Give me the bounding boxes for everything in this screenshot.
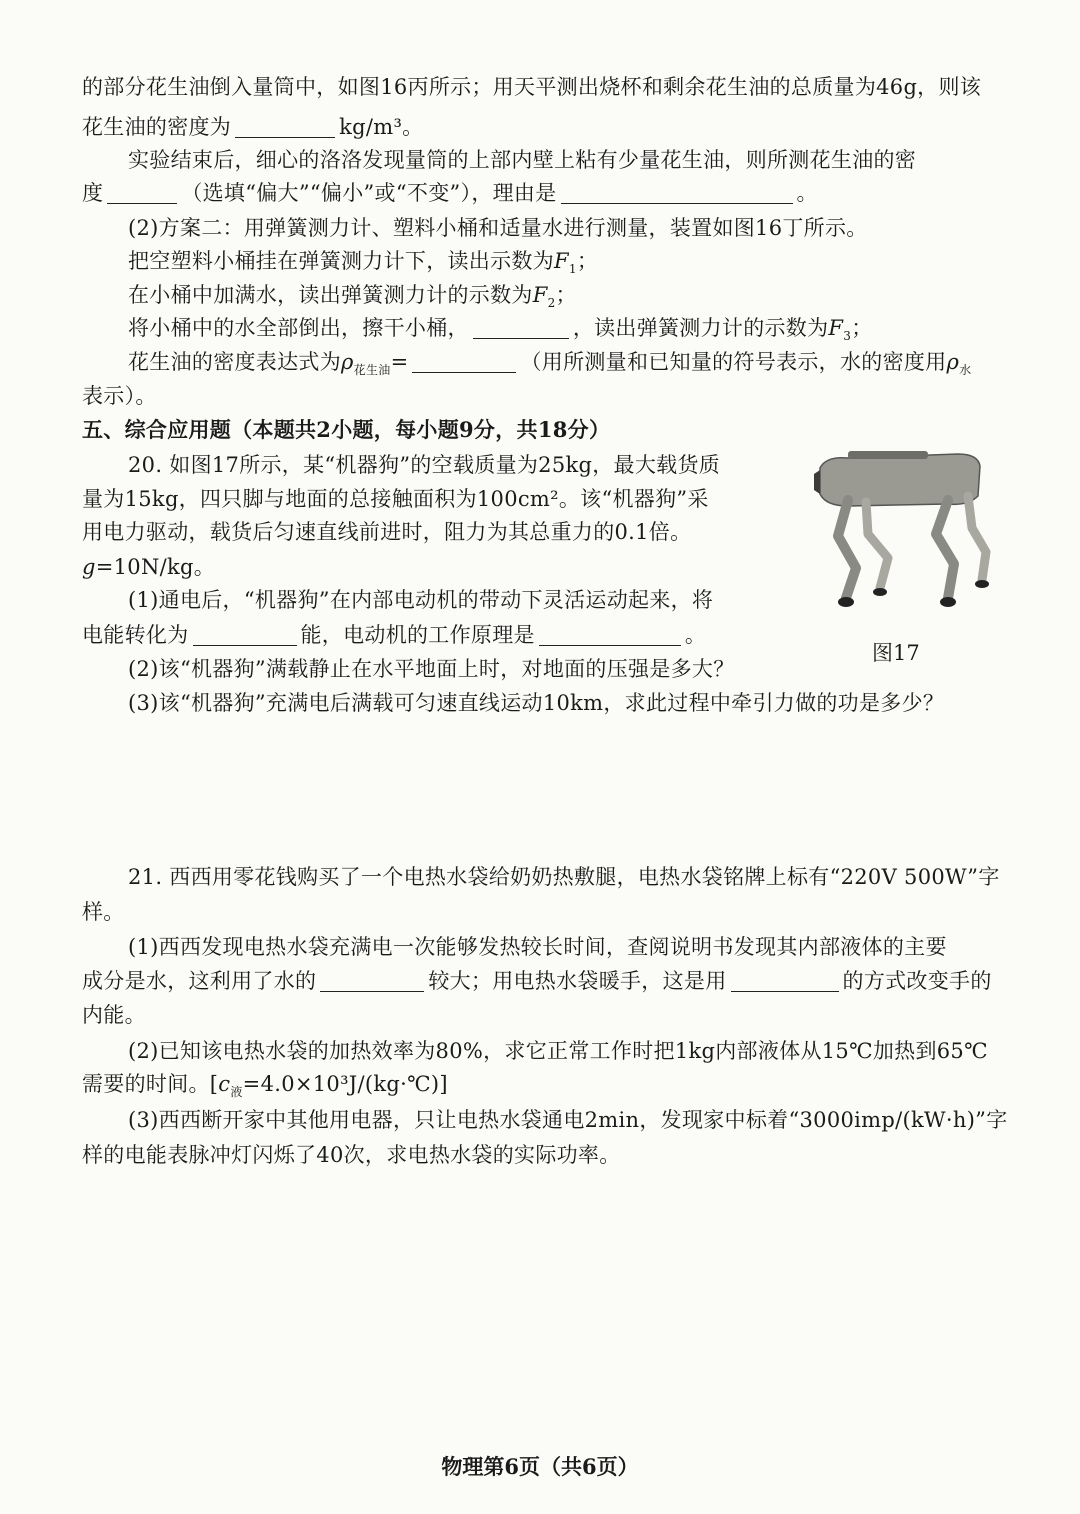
q19-line-5: (2)方案二：用弹簧测力计、塑料小桶和适量水进行测量，装置如图16丁所示。 [128,216,868,240]
q20-line-2: 量为15kg，四只脚与地面的总接触面积为100cm²。该“机器狗”采 [82,487,709,511]
q19-line-7: 在小桶中加满水，读出弹簧测力计的示数为$F_2$； [128,283,577,311]
q20-line-4: g=10N/kg。 [82,555,216,579]
q19-line-6: 把空塑料小桶挂在弹簧测力计下，读出示数为$F_1$； [128,249,599,277]
q19-line-1: 的部分花生油倒入量筒中，如图16丙所示；用天平测出烧杯和剩余花生油的总质量为46g，则该 [82,75,982,99]
robot-dog-figure [808,448,998,620]
q20-line-3: 用电力驱动，载货后匀速直线前进时，阻力为其总重力的0.1倍。 [82,520,692,544]
q19-line-9: 花生油的密度表达式为$\rho_{花生油}=$ （用所测量和已知量的符号表示，水的密度用$\rho_水$ [128,350,972,378]
bias-blank[interactable] [107,181,177,204]
q21-line-7: 需要的时间。$[c_液=4.0\times 10^3J/(kg\cdot℃)]$ [82,1072,448,1100]
q21-line-9: 样的电能表脉冲灯闪烁了40次，求电热水袋的实际功率。 [82,1143,621,1167]
method-blank[interactable] [731,969,839,992]
q20-line-5: (1)通电后，“机器狗”在内部电动机的带动下灵活运动起来，将 [128,588,714,612]
principle-blank[interactable] [539,623,681,646]
q21-line-8: (3)西西断开家中其他用电器，只让电热水袋通电2min，发现家中标着“3000imp/(kW·h)”字 [128,1108,1008,1132]
formula-blank[interactable] [412,350,516,373]
reason-blank[interactable] [561,181,793,204]
q19-line-10: 表示）。 [82,384,157,408]
q19-line-3: 实验结束后，细心的洛洛发现量筒的上部内壁上粘有少量花生油，则所测花生油的密 [128,148,917,172]
q20-line-1: 20. 如图17所示，某“机器狗”的空载质量为25kg，最大载货质 [128,453,721,477]
q21-line-6: (2)已知该电热水袋的加热效率为80%，求它正常工作时把1kg内部液体从15℃加热到65℃ [128,1039,988,1063]
q21-line-5: 内能。 [82,1003,146,1027]
q20-line-7: (2)该“机器狗”满载静止在水平地面上时，对地面的压强是多大？ [128,657,735,681]
q19-line-4: 度 （选填“偏大”“偏小”或“不变”），理由是 。 [82,181,818,205]
step-blank[interactable] [473,316,569,339]
q20-line-6: 电能转化为 能，电动机的工作原理是 。 [82,623,707,647]
q21-line-3: (1)西西发现电热水袋充满电一次能够发热较长时间，查阅说明书发现其内部液体的主要 [128,935,947,959]
q21-line-1: 21. 西西用零花钱购买了一个电热水袋给奶奶热敷腿，电热水袋铭牌上标有“220V 500W”字 [128,865,1000,889]
q21-line-2: 样。 [82,900,125,924]
q21-line-4: 成分是水，这利用了水的 较大；用电热水袋暖手，这是用 的方式改变手的 [82,969,992,993]
q19-line-8: 将小桶中的水全部倒出，擦干小桶， ，读出弹簧测力计的示数为$F_3$； [128,316,873,344]
property-blank[interactable] [320,969,424,992]
section-heading: 五、综合应用题（本题共2小题，每小题9分，共18分） [82,417,611,442]
density-blank[interactable] [235,115,335,138]
energy-blank[interactable] [193,623,297,646]
page-footer: 物理第6页（共6页） [441,1454,639,1479]
q19-line-2: 花生油的密度为 kg/m³。 [82,115,424,139]
q20-line-8: (3)该“机器狗”充满电后满载可匀速直线运动10km，求此过程中牵引力做的功是多少？ [128,691,945,715]
figure-caption: 图17 [872,641,920,665]
